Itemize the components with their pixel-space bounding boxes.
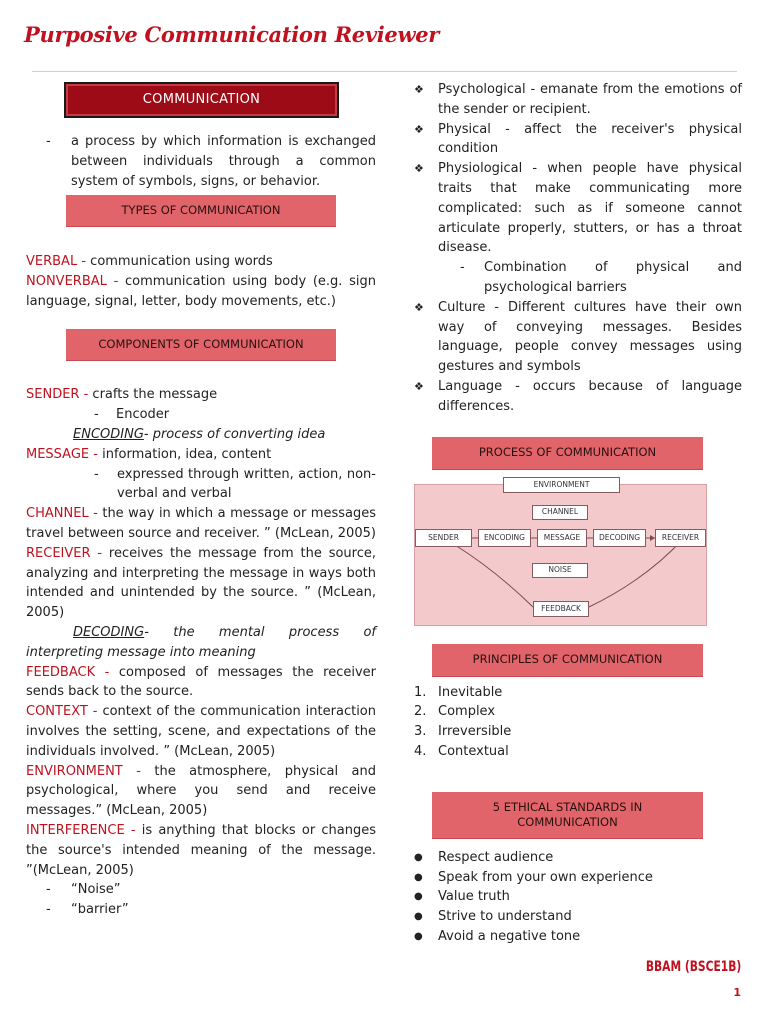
page-number: 1 bbox=[733, 986, 741, 999]
list-item: 1. Inevitable bbox=[414, 684, 503, 700]
footer-label: BBAM (BSCE1B) bbox=[645, 959, 741, 975]
barrier-item: - “barrier” bbox=[26, 900, 376, 920]
sender-text: crafts the message bbox=[92, 387, 218, 403]
components-header: COMPONENTS OF COMMUNICATION bbox=[66, 329, 336, 361]
interference-def bbox=[26, 821, 376, 880]
bullet-icon: ● bbox=[414, 871, 423, 883]
encoding-text: - process of converting idea bbox=[143, 426, 326, 442]
bullet-icon: ● bbox=[414, 911, 423, 923]
nonverbal-label: NONVERBAL - bbox=[26, 273, 119, 289]
context-def bbox=[26, 702, 376, 761]
bullet-icon: ● bbox=[414, 891, 423, 903]
nonverbal-def bbox=[26, 272, 376, 312]
definition-text: a process by which information is exchanged between individuals through a common system of symbols, signs, or behavior. bbox=[71, 134, 376, 189]
list-item: 4. Contextual bbox=[414, 743, 509, 759]
title-divider bbox=[32, 71, 737, 72]
barrier-text: Physical - affect the receiver's physical condition bbox=[438, 121, 742, 157]
diamond-bullet-icon: ❖ bbox=[414, 300, 424, 314]
diagram-sender: SENDER bbox=[415, 529, 472, 547]
sender-def bbox=[26, 385, 376, 405]
barrier-item bbox=[414, 80, 742, 120]
noise-item: - “Noise” bbox=[26, 880, 376, 900]
language-text: Language - occurs because of language differences. bbox=[438, 378, 742, 414]
message-def bbox=[26, 445, 376, 465]
communication-header: COMMUNICATION bbox=[64, 82, 339, 118]
list-item: ● Avoid a negative tone bbox=[414, 927, 742, 947]
channel-label: CHANNEL - bbox=[26, 506, 98, 522]
encoding-def bbox=[26, 425, 376, 445]
sender-label: SENDER - bbox=[26, 387, 89, 403]
ethics-header-line2: COMMUNICATION bbox=[517, 814, 618, 829]
list-item: ● Speak from your own experience bbox=[414, 868, 742, 888]
decoding-def bbox=[26, 623, 376, 663]
bullet-icon: ● bbox=[414, 930, 423, 942]
right-column bbox=[414, 80, 742, 947]
message-sub-text: expressed through written, action, non-verbal and verbal bbox=[117, 466, 376, 502]
receiver-def bbox=[26, 544, 376, 623]
diamond-bullet-icon: ❖ bbox=[414, 379, 424, 393]
decoding-term: DECODING bbox=[73, 624, 145, 640]
list-item: ● Strive to understand bbox=[414, 907, 742, 927]
diagram-message: MESSAGE bbox=[537, 529, 587, 547]
feedback-label: FEEDBACK - bbox=[26, 664, 110, 680]
feedback-text: composed of messages the receiver sends back to the source. bbox=[26, 664, 376, 700]
diamond-bullet-icon: ❖ bbox=[414, 122, 424, 136]
message-sub-item: - expressed through written, action, non-verbal and verbal bbox=[26, 465, 376, 505]
interference-label: INTERFERENCE - bbox=[26, 822, 136, 838]
barrier-text: “barrier” bbox=[71, 902, 129, 918]
receiver-text: receives the message from the source, analyzing and interpreting the message in ways both intended and unintended by the source. ” (McLean, 2005) bbox=[26, 545, 376, 621]
context-label: CONTEXT - bbox=[26, 704, 98, 720]
feedback-def bbox=[26, 663, 376, 703]
definition-item bbox=[26, 132, 376, 191]
process-header: PROCESS OF COMMUNICATION bbox=[432, 437, 703, 470]
environment-label: ENVIRONMENT - bbox=[26, 763, 141, 779]
interference-text: is anything that blocks or changes the source's intended meaning of the message. ”(McLean, 2005) bbox=[26, 822, 376, 878]
ethics-list bbox=[414, 848, 742, 947]
combination-item: - Combination of physical and psychological barriers bbox=[414, 258, 742, 298]
culture-item bbox=[414, 298, 742, 377]
culture-text: Culture - Different cultures have their own way of conveying messages. Besides language, people convey messages using gestures and symbols bbox=[438, 299, 742, 375]
verbal-def bbox=[26, 252, 376, 272]
diagram-environment: ENVIRONMENT bbox=[503, 477, 620, 493]
page-title: Purposive Communication Reviewer bbox=[24, 22, 440, 47]
environment-def bbox=[26, 762, 376, 821]
encoding-term: ENCODING bbox=[73, 426, 144, 442]
diagram-feedback: FEEDBACK bbox=[533, 601, 589, 617]
encoder-text: Encoder bbox=[116, 407, 170, 423]
encoder-item: - Encoder bbox=[94, 407, 170, 423]
receiver-label: RECEIVER - bbox=[26, 545, 103, 561]
message-text: information, idea, content bbox=[102, 446, 272, 462]
nonverbal-text: communication using body (e.g. sign language, signal, letter, body movements, etc.) bbox=[26, 273, 377, 309]
decoding-text: - the mental process of interpreting message into meaning bbox=[26, 624, 376, 660]
principles-header: PRINCIPLES OF COMMUNICATION bbox=[432, 644, 703, 677]
ethics-header-line1: 5 ETHICAL STANDARDS IN bbox=[492, 799, 643, 814]
diamond-bullet-icon: ❖ bbox=[414, 83, 424, 96]
barrier-item bbox=[414, 159, 742, 258]
language-item bbox=[414, 377, 742, 417]
list-item: 3. Irreversible bbox=[414, 724, 512, 740]
ethics-header bbox=[432, 792, 703, 839]
message-label: MESSAGE - bbox=[26, 446, 98, 462]
diagram-receiver: RECEIVER bbox=[655, 529, 706, 547]
environment-text: the atmosphere, physical and psychological, where you send and receive messages.” (McLean, 2005) bbox=[26, 763, 376, 819]
barrier-item bbox=[414, 120, 742, 160]
channel-text: the way in which a message or messages travel between source and receiver. ” (McLean, 2005) bbox=[26, 506, 376, 541]
channel-def bbox=[26, 504, 376, 544]
list-item: ● Value truth bbox=[414, 887, 742, 907]
dash-marker: - bbox=[46, 134, 51, 149]
types-header: TYPES OF COMMUNICATION bbox=[66, 195, 336, 227]
diagram-decoding: DECODING bbox=[593, 529, 646, 547]
barrier-text: Psychological - emanate from the emotions of the sender or recipient. bbox=[438, 82, 742, 117]
bullet-icon: ● bbox=[414, 851, 423, 863]
context-text: context of the communication interaction involves the setting, scene, and expectations of the individuals involved. ” (McLean, 2005) bbox=[26, 704, 376, 759]
noise-text: “Noise” bbox=[71, 882, 121, 898]
left-column bbox=[26, 80, 376, 920]
list-item: 2. Complex bbox=[414, 704, 496, 720]
barrier-text: Physiological - when people have physical traits that make communicating more complicated: such as if someone cannot articulate properly, stutters, or has a throat disease. bbox=[438, 161, 742, 256]
process-diagram bbox=[414, 479, 707, 626]
verbal-text: communication using words bbox=[90, 254, 273, 270]
list-item: ● Respect audience bbox=[414, 848, 742, 868]
diagram-encoding: ENCODING bbox=[478, 529, 531, 547]
diagram-noise: NOISE bbox=[532, 563, 588, 578]
combination-text: Combination of physical and psychological barriers bbox=[484, 260, 742, 295]
diagram-channel: CHANNEL bbox=[532, 505, 588, 520]
diamond-bullet-icon: ❖ bbox=[414, 162, 424, 176]
principles-list bbox=[414, 683, 742, 762]
verbal-label: VERBAL - bbox=[26, 254, 87, 270]
